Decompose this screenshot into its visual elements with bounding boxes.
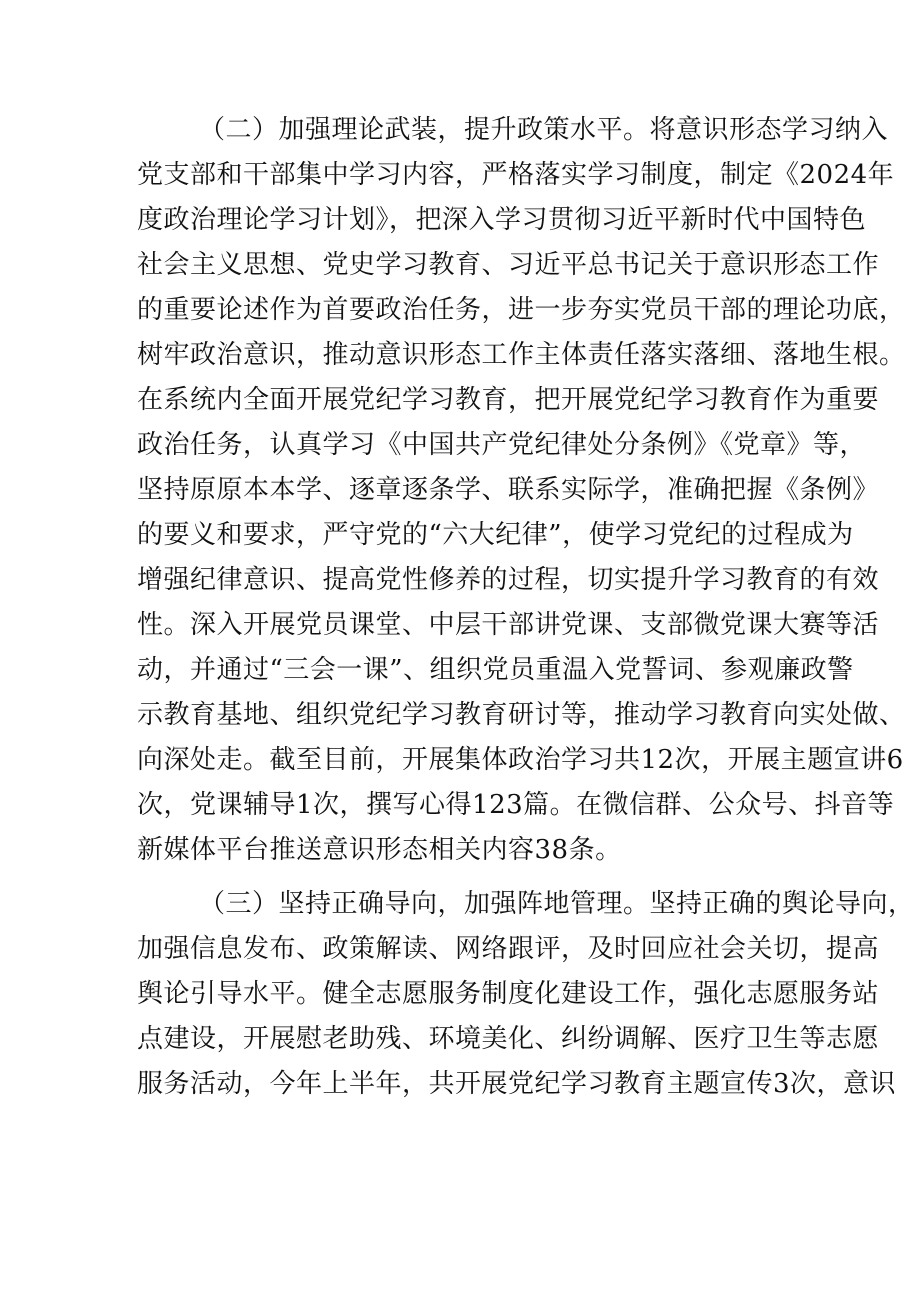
- paragraph-line: 的重要论述作为首要政治任务，进一步夯实党员干部的理论功底，: [137, 295, 906, 325]
- paragraph-line: 点建设，开展慰老助残、环境美化、纠纷调解、医疗卫生等志愿: [137, 1024, 880, 1054]
- paragraph-line: 政治任务，认真学习《中国共产党纪律处分条例》《党章》等，: [137, 430, 867, 460]
- paragraph-line: 增强纪律意识、提高党性修养的过程，切实提升学习教育的有效: [137, 565, 880, 595]
- paragraph-line: 社会主义思想、党史学习教育、习近平总书记关于意识形态工作: [137, 250, 880, 280]
- paragraph-line: 舆论引导水平。健全志愿服务制度化建设工作，强化志愿服务站: [137, 979, 880, 1009]
- paragraph-line: （三）坚持正确导向，加强阵地管理。坚持正确的舆论导向，: [199, 889, 915, 919]
- paragraph-line: 性。深入开展党员课堂、中层干部讲党课、支部微党课大赛等活: [137, 610, 880, 640]
- paragraph-line: 党支部和干部集中学习内容，严格落实学习制度，制定《2024年: [137, 160, 895, 190]
- paragraph-line: 度政治理论学习计划》，把深入学习贯彻习近平新时代中国特色: [137, 205, 867, 235]
- paragraph-line: 新媒体平台推送意识形态相关内容38条。: [137, 835, 622, 865]
- paragraph-line: 坚持原原本本学、逐章逐条学、联系实际学，准确把握《条例》: [137, 475, 880, 505]
- paragraph-line: 向深处走。截至目前，开展集体政治学习共12次，开展主题宣讲6: [137, 745, 904, 775]
- paragraph-line: 在系统内全面开展党纪学习教育，把开展党纪学习教育作为重要: [137, 385, 880, 415]
- paragraph-line: 次，党课辅导1次，撰写心得123篇。在微信群、公众号、抖音等: [137, 790, 895, 820]
- paragraph-line: 动，并通过“三会一课”、组织党员重温入党誓词、参观廉政警: [137, 655, 854, 685]
- paragraph-line: 示教育基地、组织党纪学习教育研讨等，推动学习教育向实处做、: [137, 700, 906, 730]
- paragraph-line: 服务活动，今年上半年，共开展党纪学习教育主题宣传3次，意识: [137, 1069, 897, 1099]
- paragraph-line: （二）加强理论武装，提升政策水平。将意识形态学习纳入: [199, 115, 889, 145]
- paragraph-line: 加强信息发布、政策解读、网络跟评，及时回应社会关切，提高: [137, 934, 880, 964]
- paragraph-line: 树牢政治意识，推动意识形态工作主体责任落实落细、落地生根。: [137, 340, 906, 370]
- paragraph-line: 的要义和要求，严守党的“六大纪律”，使学习党纪的过程成为: [137, 520, 854, 550]
